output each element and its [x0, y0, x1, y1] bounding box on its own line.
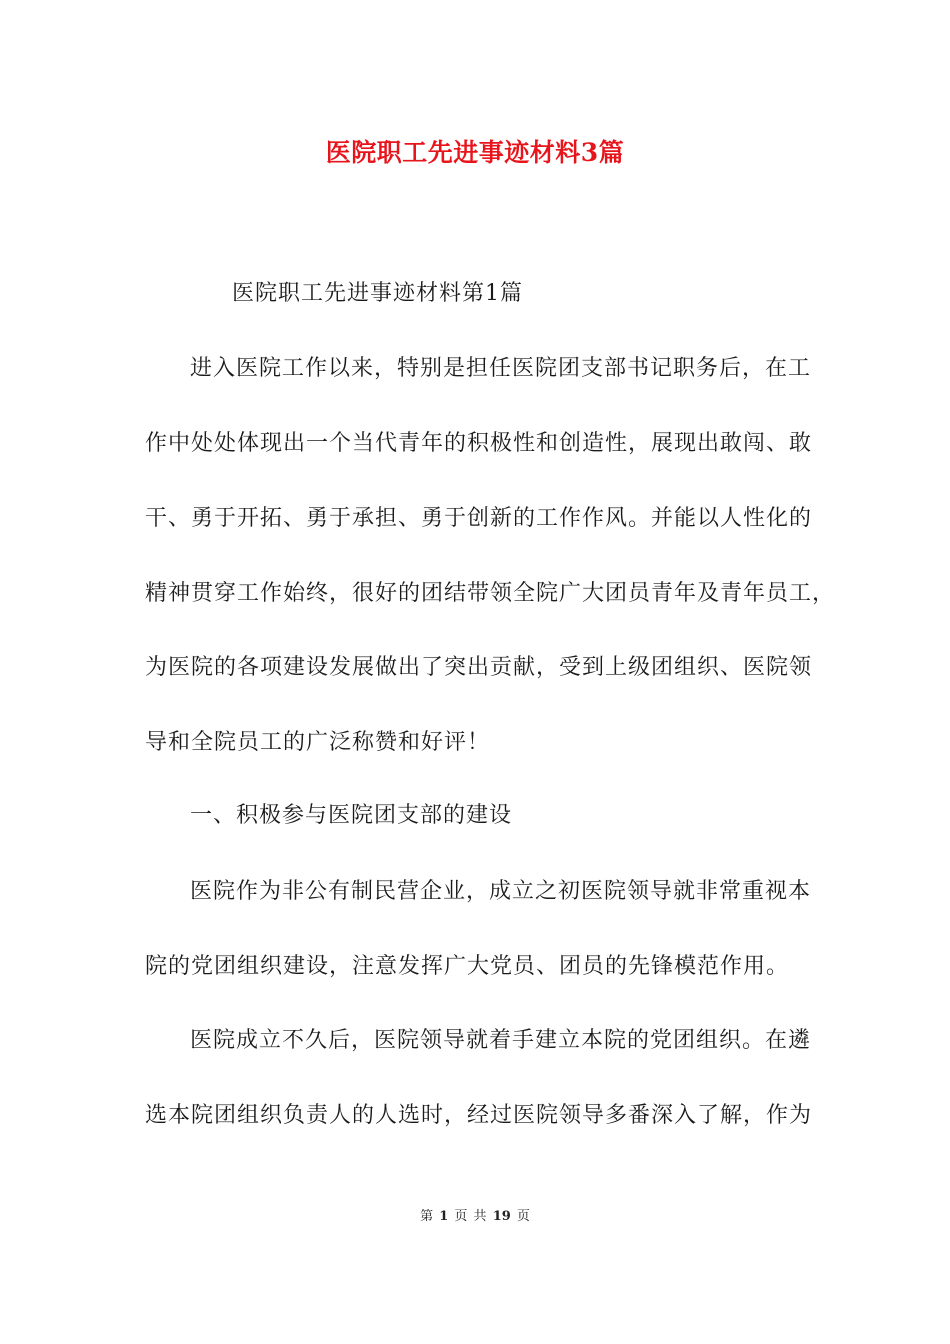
footer-suffix: 页: [516, 1209, 530, 1224]
body-line: 作中处处体现出一个当代青年的积极性和创造性，展现出敢闯、敢: [145, 431, 813, 456]
body-line: 导和全院员工的广泛称赞和好评！: [145, 730, 491, 755]
total-pages-number: 19: [492, 1209, 511, 1224]
page-footer: [0, 1207, 950, 1227]
body-line: 干、勇于开拓、勇于承担、勇于创新的工作作风。并能以人性化的: [145, 506, 813, 531]
section-heading: 一、积极参与医院团支部的建设: [190, 803, 513, 828]
footer-prefix: 第: [420, 1209, 434, 1224]
body-line: 选本院团组织负责人的人选时，经过医院领导多番深入了解，作为: [145, 1103, 813, 1128]
body-line: 为医院的各项建设发展做出了突出贡献，受到上级团组织、医院领: [145, 655, 813, 680]
current-page-number: 1: [439, 1209, 449, 1224]
body-line: 医院成立不久后，医院领导就着手建立本院的党团组织。在遴: [190, 1028, 812, 1053]
body-line: 医院作为非公有制民营企业，成立之初医院领导就非常重视本: [190, 879, 812, 904]
section-subtitle: 医院职工先进事迹材料第1篇: [232, 281, 523, 306]
body-line: 院的党团组织建设，注意发挥广大党员、团员的先锋模范作用。: [145, 954, 790, 979]
body-line: 进入医院工作以来，特别是担任医院团支部书记职务后，在工: [190, 356, 812, 381]
document-title: 医院职工先进事迹材料3篇: [325, 138, 625, 167]
footer-middle: 页 共: [454, 1209, 487, 1224]
body-line: 精神贯穿工作始终，很好的团结带领全院广大团员青年及青年员工，: [145, 581, 836, 606]
